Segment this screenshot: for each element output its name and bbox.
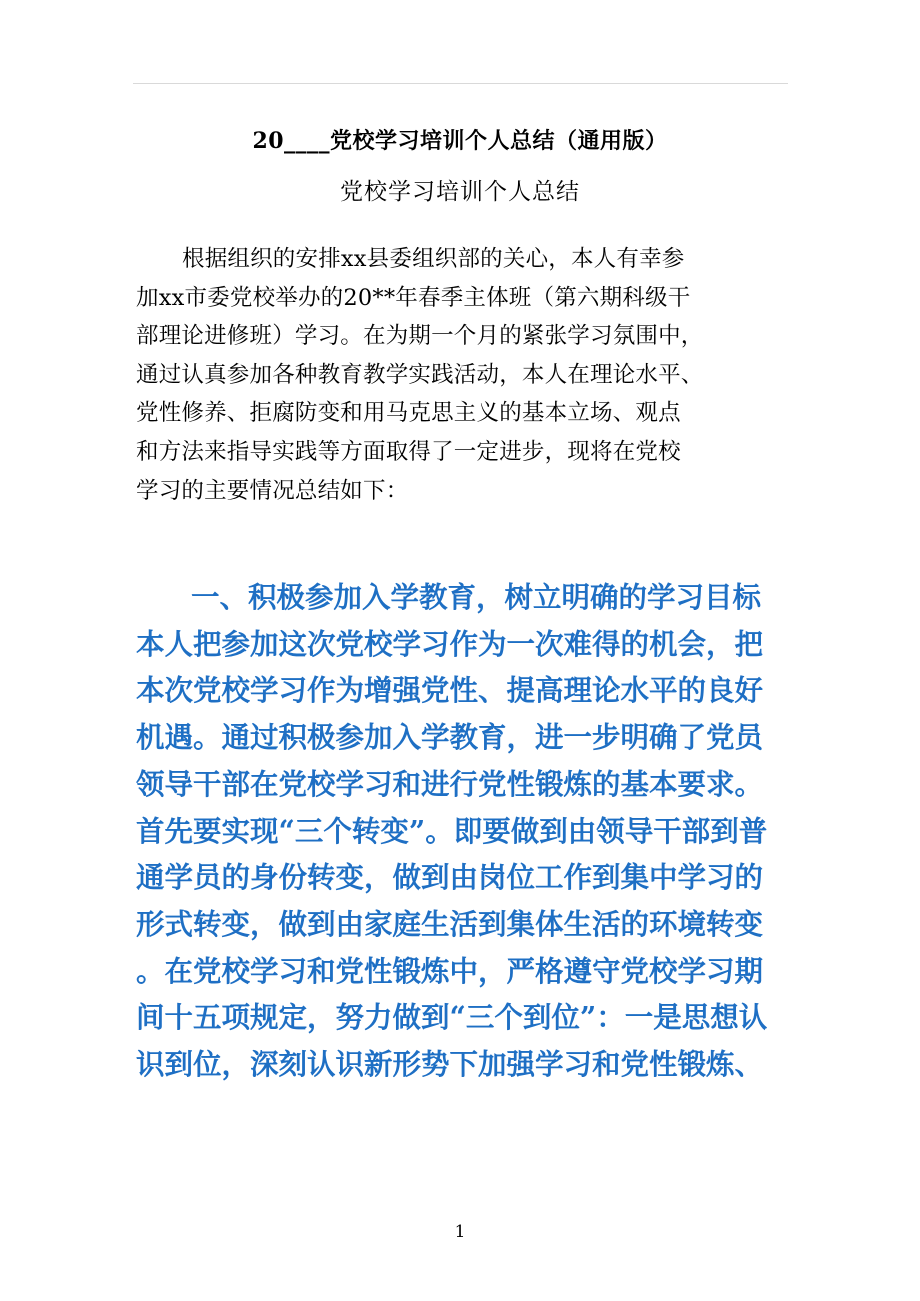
document-subtitle: 党校学习培训个人总结 — [340, 179, 580, 205]
intro-line: 学习的主要情况总结如下： — [136, 477, 409, 504]
document-title: 20____党校学习培训个人总结（通用版） — [252, 128, 668, 154]
intro-line: 加xx市委党校举办的20**年春季主体班（第六期科级干 — [136, 284, 691, 311]
section-line: 机遇。通过积极参加入学教育，进一步明确了党员 — [136, 720, 764, 755]
section-line: 首先要实现“三个转变”。即要做到由领导干部到普 — [136, 813, 768, 848]
section-one — [136, 574, 788, 1088]
section-line: 本人把参加这次党校学习作为一次难得的机会，把 — [136, 626, 764, 661]
section-line: 通学员的身份转变，做到由岗位工作到集中学习的 — [136, 860, 764, 895]
page-number: 1 — [454, 1222, 466, 1242]
intro-line: 根据组织的安排xx县委组织部的关心，本人有幸参 — [182, 246, 685, 272]
intro-paragraph — [136, 240, 788, 510]
section-line: 形式转变，做到由家庭生活到集体生活的环境转变 — [136, 906, 764, 941]
intro-line: 通过认真参加各种教育教学实践活动，本人在理论水平、 — [136, 361, 704, 388]
section-heading: 一、积极参加入学教育，树立明确的学习目标 — [191, 580, 762, 614]
header-rule — [133, 83, 788, 84]
section-line: 识到位，深刻认识新形势下加强学习和党性锻炼、 — [136, 1047, 764, 1082]
section-line: 领导干部在党校学习和进行党性锻炼的基本要求。 — [136, 766, 764, 801]
intro-line: 党性修养、拒腐防变和用马克思主义的基本立场、观点 — [136, 400, 681, 427]
section-line: 。在党校学习和党性锻炼中，严格遵守党校学习期 — [136, 953, 764, 988]
section-line: 本次党校学习作为增强党性、提高理论水平的良好 — [136, 673, 764, 708]
intro-line: 和方法来指导实践等方面取得了一定进步，现将在党校 — [136, 438, 681, 465]
section-line: 间十五项规定，努力做到“三个到位”：一是思想认 — [136, 1000, 768, 1035]
intro-line: 部理论进修班）学习。在为期一个月的紧张学习氛围中， — [136, 323, 704, 350]
